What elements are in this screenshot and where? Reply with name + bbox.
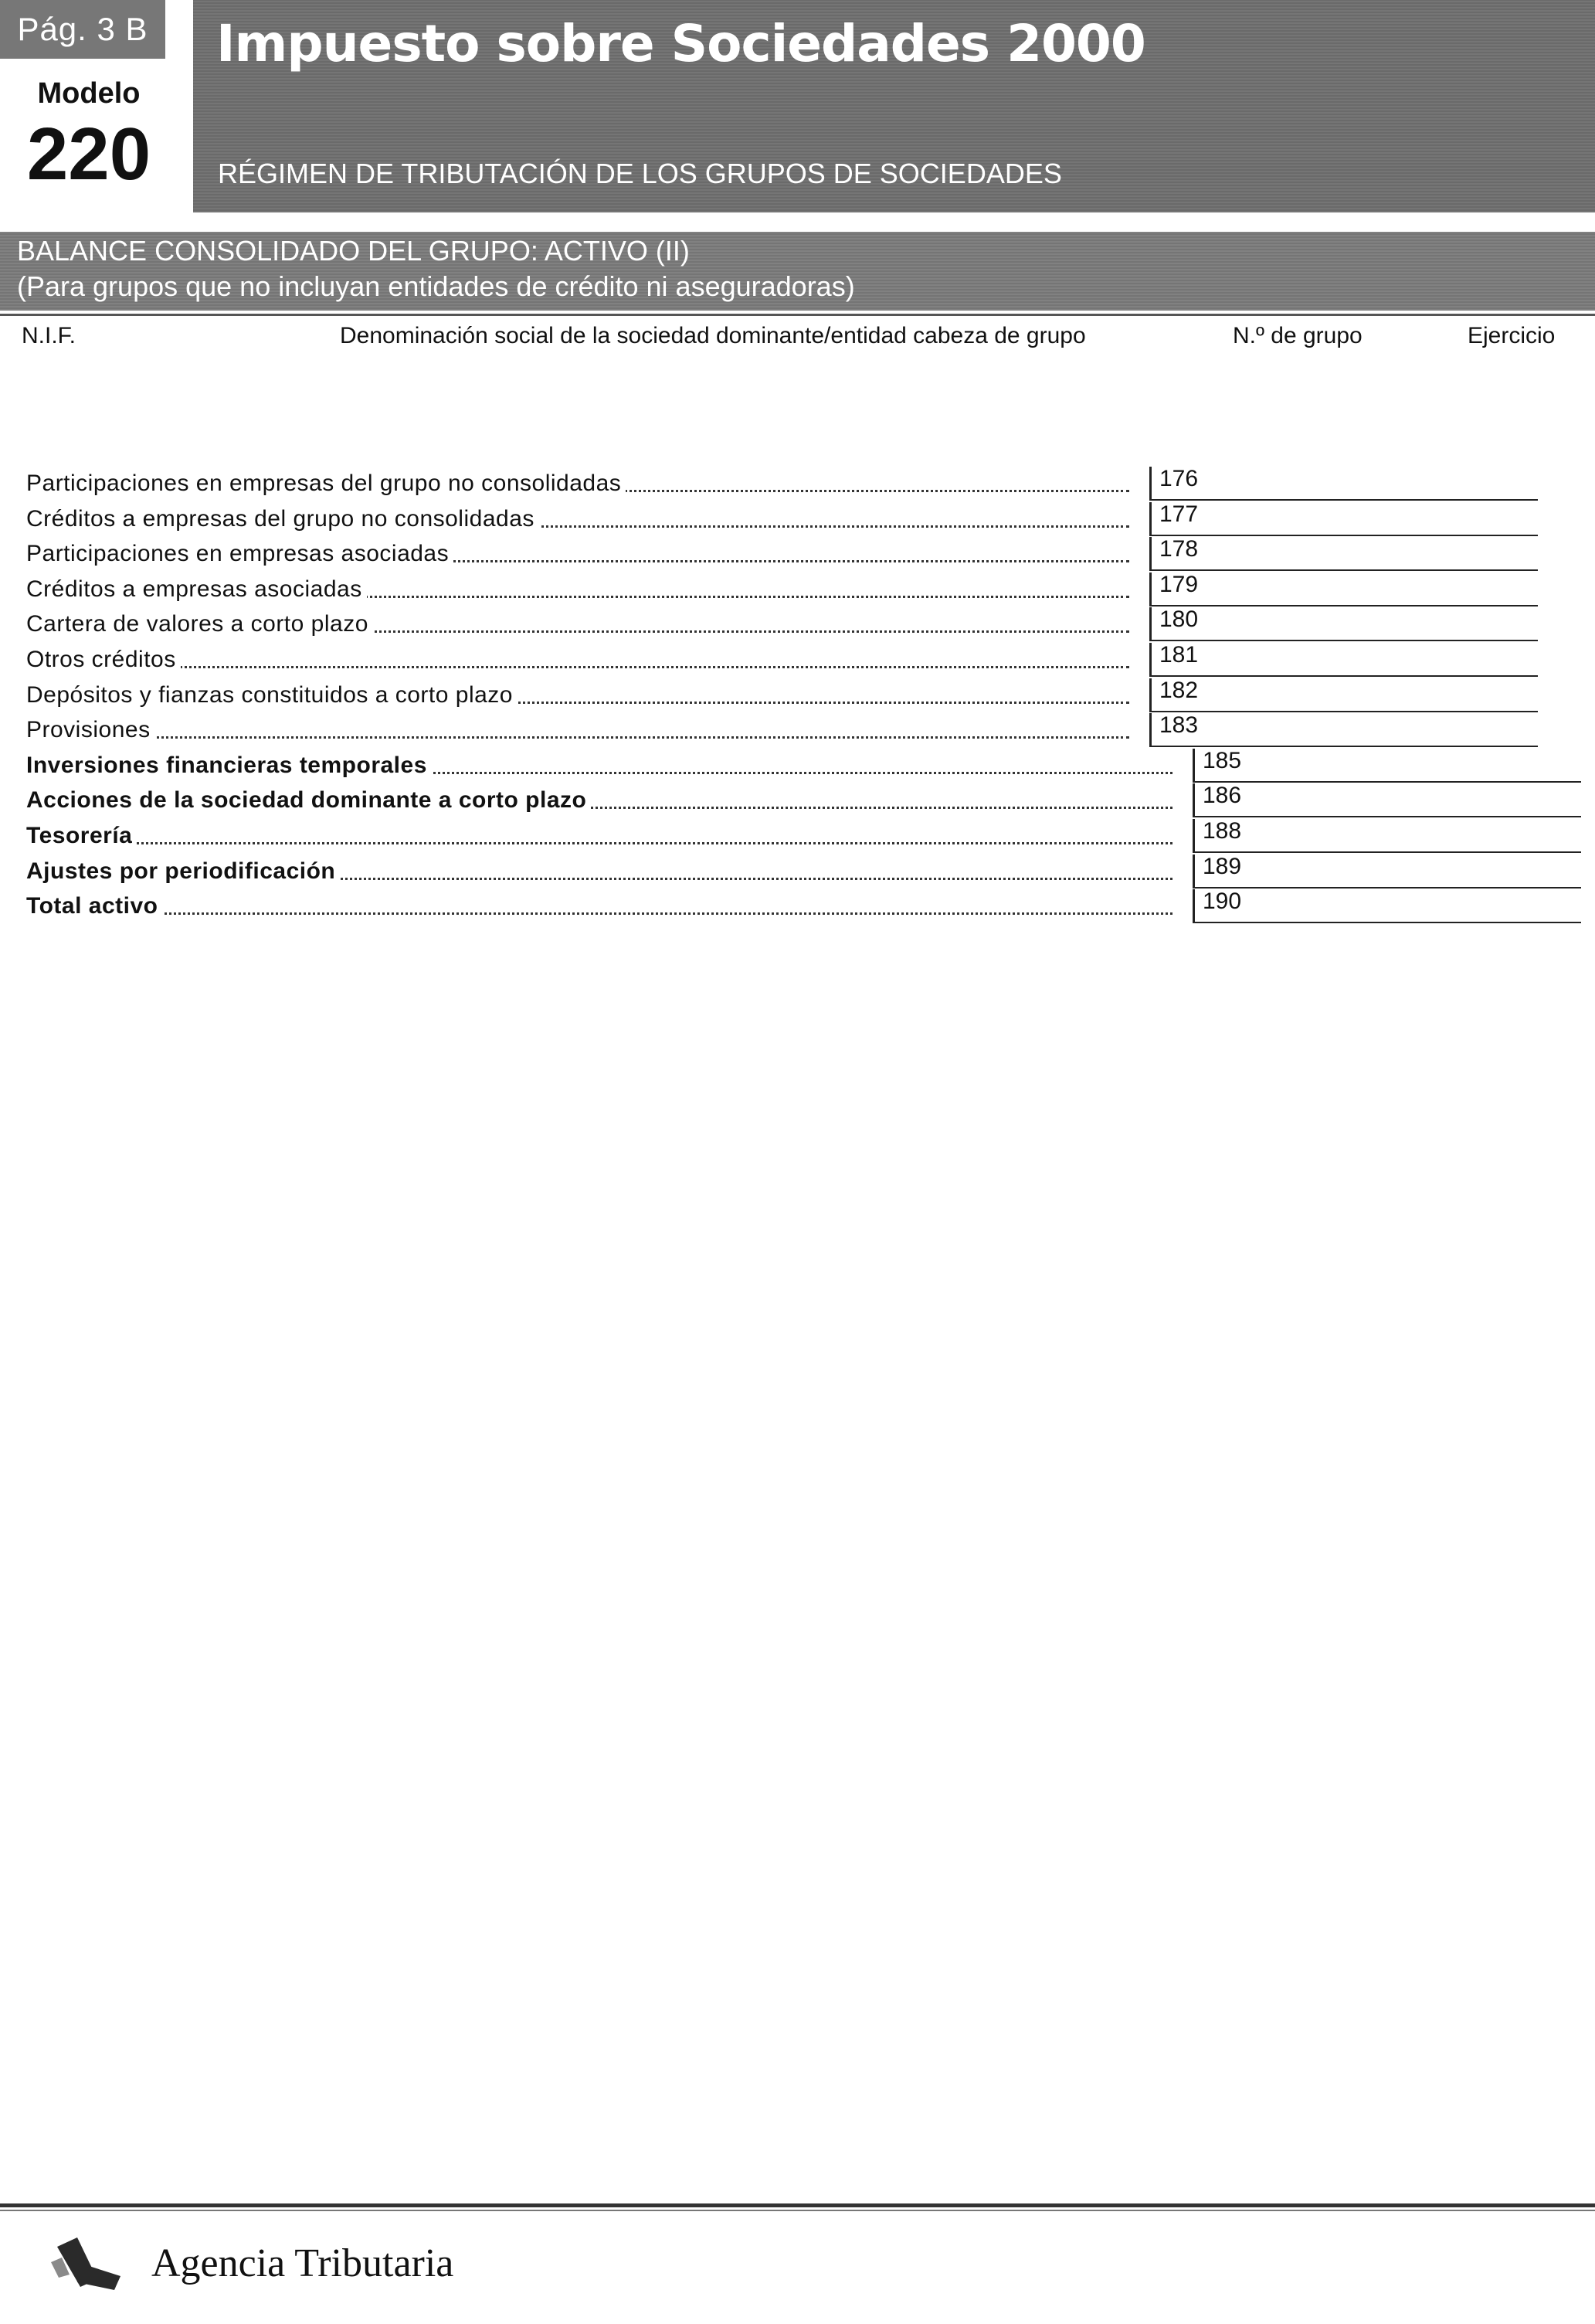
field-code: 179 [1159,571,1199,597]
row-label: Participaciones en empresas asociadas [26,537,453,571]
amount-field-190[interactable] [1193,889,1581,923]
field-code: 188 [1203,818,1242,844]
row-label: Depósitos y fianzas constituidos a corto plazo [26,678,518,712]
field-code: 185 [1203,747,1242,773]
modelo-label: Modelo [37,77,141,110]
nif-label: N.I.F. [22,323,76,348]
agency-name: Agencia Tributaria [151,2241,454,2285]
field-code: 186 [1203,783,1242,809]
section-divider [0,314,1595,316]
field-code: 176 [1159,466,1199,491]
amount-field-183[interactable] [1149,713,1538,747]
leader-dots [26,736,1129,739]
row-label: Otros créditos [26,643,181,677]
field-code: 181 [1159,642,1199,668]
amount-field-181[interactable] [1149,643,1538,677]
amount-field-186[interactable] [1193,783,1581,817]
row-label: Provisiones [26,713,155,747]
amount-field-177[interactable] [1149,502,1538,536]
field-code: 190 [1203,888,1242,915]
row-label: Total activo [26,889,162,923]
form-subtitle: RÉGIMEN DE TRIBUTACIÓN DE LOS GRUPOS DE SOCIEDADES [218,158,1062,189]
field-code: 178 [1159,536,1199,562]
section-title: BALANCE CONSOLIDADO DEL GRUPO: ACTIVO (II) [17,235,690,267]
leader-dots [26,666,1129,668]
ejercicio-label: Ejercicio [1468,323,1556,348]
modelo-number: 220 [26,113,151,195]
grupo-number-label: N.º de grupo [1233,323,1363,348]
amount-field-176[interactable] [1149,467,1538,501]
row-label: Créditos a empresas asociadas [26,573,367,606]
amount-field-189[interactable] [1193,855,1581,888]
denominacion-label: Denominación social de la sociedad dominante/entidad cabeza de grupo [340,323,1086,348]
section-subtitle: (Para grupos que no incluyan entidades de crédito ni aseguradoras) [17,270,855,302]
footer-rule-thin [0,2210,1595,2211]
row-label: Tesorería [26,819,137,853]
amount-field-185[interactable] [1193,749,1581,783]
amount-field-179[interactable] [1149,573,1538,606]
field-code: 177 [1159,501,1199,527]
row-label: Inversiones financieras temporales [26,749,432,783]
row-label: Acciones de la sociedad dominante a corto plazo [26,783,591,817]
amount-field-188[interactable] [1193,819,1581,853]
field-code: 180 [1159,606,1199,633]
field-code: 189 [1203,853,1242,879]
footer-rule [0,2203,1595,2207]
amount-field-178[interactable] [1149,537,1538,571]
field-code: 183 [1159,712,1199,739]
row-label: Participaciones en empresas del grupo no consolidadas [26,467,626,501]
row-label: Créditos a empresas del grupo no consolidadas [26,502,539,536]
page-tag: Pág. 3 B [0,0,165,59]
leader-dots [26,912,1172,915]
field-code: 182 [1159,677,1199,703]
amount-field-182[interactable] [1149,678,1538,712]
leader-dots [26,842,1172,844]
row-label: Ajustes por periodificación [26,855,340,888]
agencia-tributaria-logo-icon [46,2231,131,2293]
form-title: Impuesto sobre Sociedades 2000 [216,14,1145,73]
row-label: Cartera de valores a corto plazo [26,607,373,641]
amount-field-180[interactable] [1149,607,1538,641]
